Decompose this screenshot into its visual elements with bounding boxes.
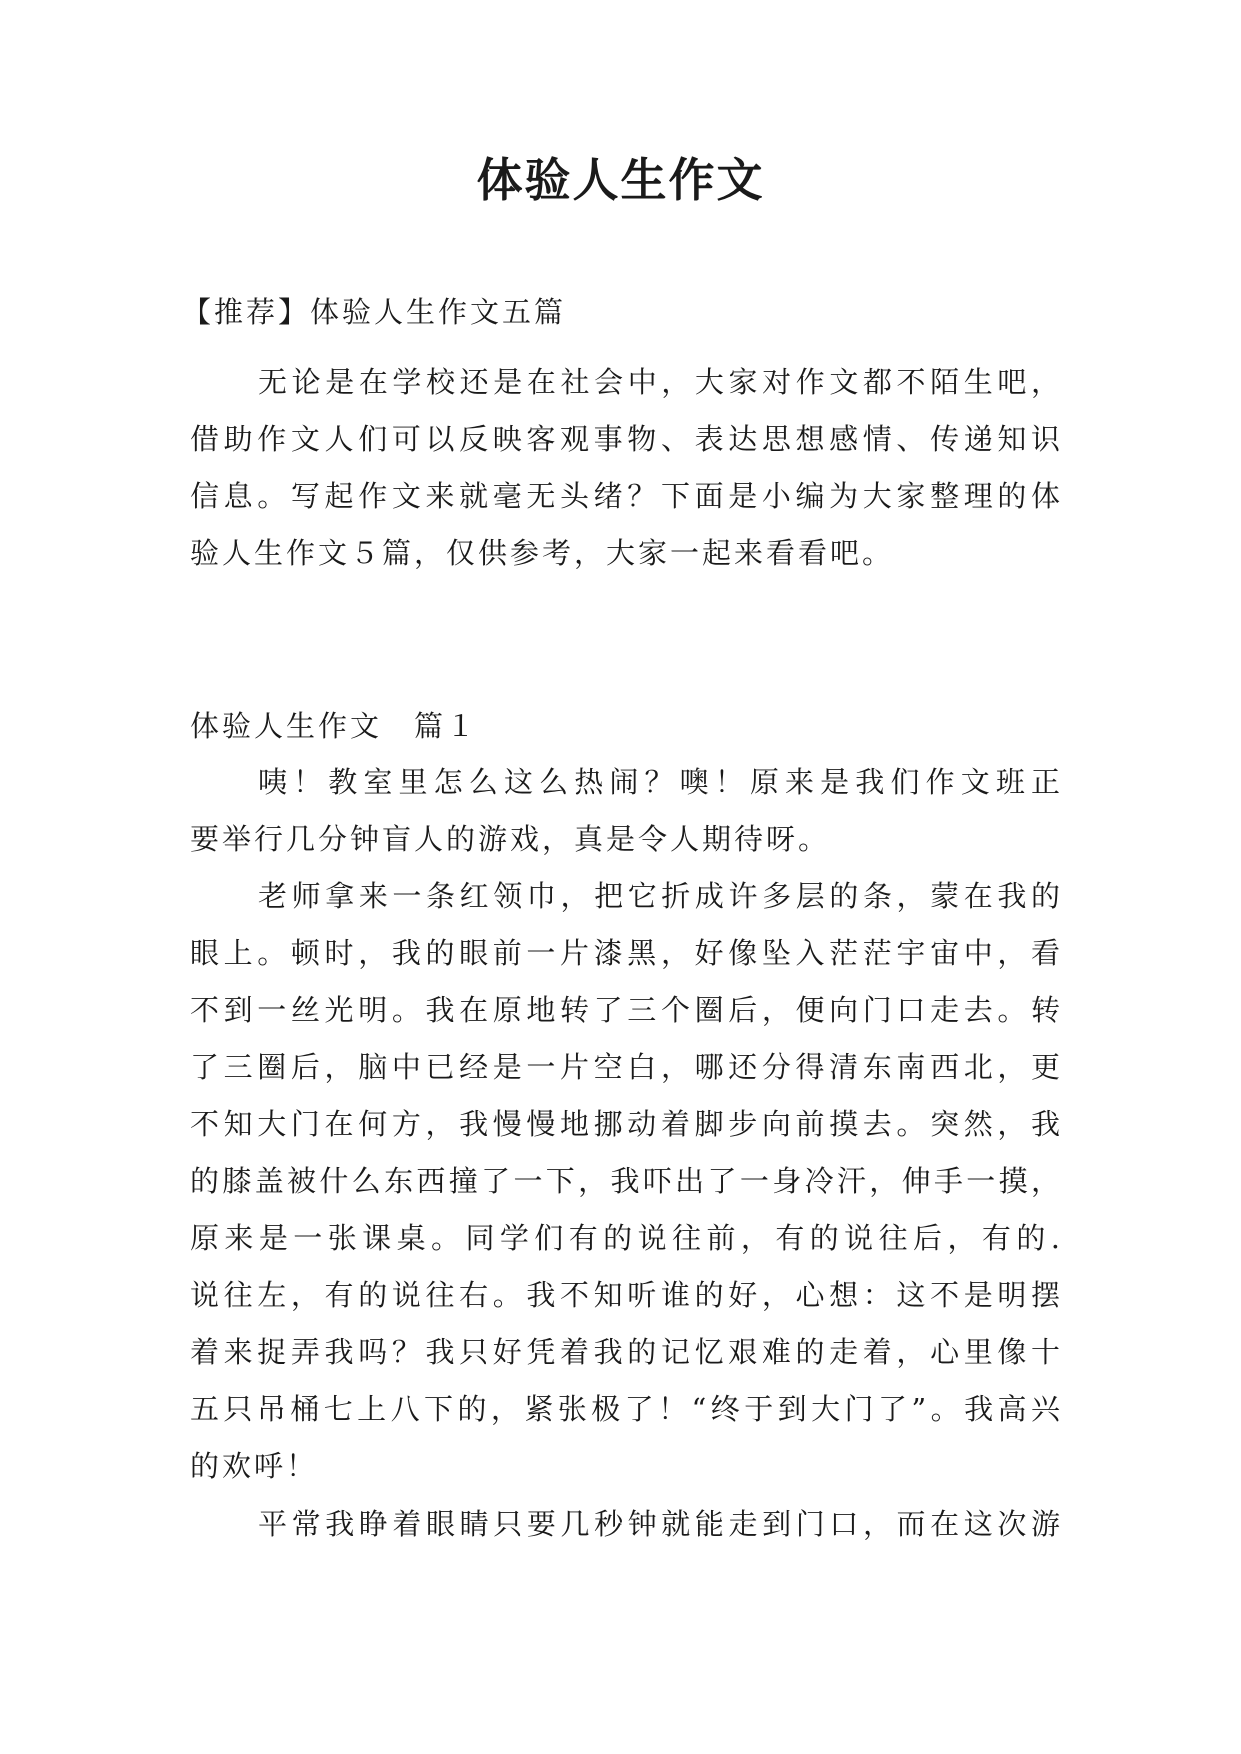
paragraph-line: 平常我睁着眼睛只要几秒钟就能走到门口，而在这次游 (258, 1507, 1060, 1541)
paragraph-line: 着来捉弄我吗？我只好凭着我的记忆艰难的走着，心里像十 (190, 1335, 1060, 1369)
paragraph-line: 的欢呼！ (190, 1449, 319, 1483)
paragraph-line: 原来是一张课桌。同学们有的说往前，有的说往后，有的. (190, 1221, 1060, 1255)
paragraph-line: 了三圈后，脑中已经是一片空白，哪还分得清东南西北，更 (190, 1050, 1060, 1084)
paragraph-line: 五只吊桶七上八下的，紧张极了！“终于到大门了”。我高兴 (190, 1392, 1060, 1426)
intro-line: 验人生作文５篇，仅供参考，大家一起来看看吧。 (190, 536, 895, 570)
paragraph-line: 要举行几分钟盲人的游戏，真是令人期待呀。 (190, 822, 831, 856)
section-heading: 体验人生作文 篇１ (190, 709, 479, 743)
document-title: 体验人生作文 (476, 153, 765, 207)
document-subtitle: 【推荐】体验人生作文五篇 (182, 295, 567, 329)
paragraph-line: 不知大门在何方，我慢慢地挪动着脚步向前摸去。突然，我 (190, 1107, 1060, 1141)
intro-line: 信息。写起作文来就毫无头绪？下面是小编为大家整理的体 (190, 479, 1060, 513)
paragraph-line: 不到一丝光明。我在原地转了三个圈后，便向门口走去。转 (190, 993, 1060, 1027)
paragraph-line: 的膝盖被什么东西撞了一下，我吓出了一身冷汗，伸手一摸， (190, 1164, 1060, 1198)
intro-line: 借助作文人们可以反映客观事物、表达思想感情、传递知识 (190, 422, 1060, 456)
intro-line: 无论是在学校还是在社会中，大家对作文都不陌生吧， (258, 365, 1060, 399)
paragraph-line: 老师拿来一条红领巾，把它折成许多层的条，蒙在我的 (258, 879, 1060, 913)
paragraph-line: 说往左，有的说往右。我不知听谁的好，心想：这不是明摆 (190, 1278, 1060, 1312)
paragraph-line: 眼上。顿时，我的眼前一片漆黑，好像坠入茫茫宇宙中，看 (190, 936, 1060, 970)
paragraph-line: 咦！教室里怎么这么热闹？噢！原来是我们作文班正 (258, 765, 1060, 799)
